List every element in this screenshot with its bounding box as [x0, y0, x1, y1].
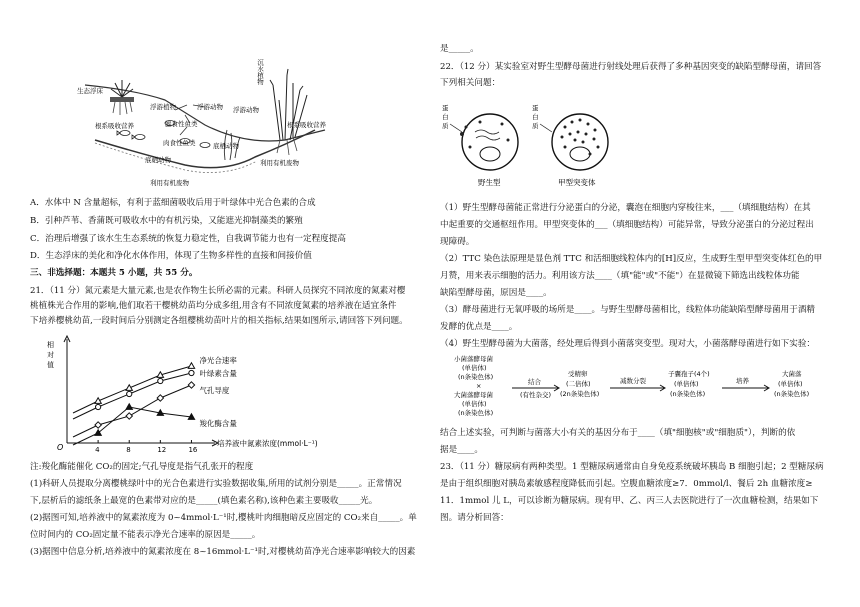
q22-body-8: 发酵的优点是____。 [440, 322, 518, 332]
label-floating-bed: 生态浮床 [77, 87, 103, 95]
q23-line-1: 23．（11 分）糖尿病有两种类型。1 型糖尿病通常由自身免疫系统破坏胰岛 B 细胞引起；2 型糖尿病 [440, 462, 824, 472]
x-tick-label-16: 16 [188, 446, 198, 453]
protein-label-right: 蛋 [532, 104, 539, 112]
point-1-3 [189, 370, 194, 375]
section-heading: 三、非选择题：本题共 5 小题，共 55 分。 [30, 268, 198, 278]
wild-type-cell [442, 103, 518, 170]
x-tick-label-12: 12 [157, 446, 167, 453]
flow-2n: (2n条染色体) [560, 390, 600, 398]
series-line-3 [73, 407, 191, 445]
q20-option-a: A．水体中 N 含量超标，有利于蓝细菌吸收后用于叶绿体中光合色素的合成 [30, 198, 316, 208]
flow-big-haploid: (单倍体) [462, 400, 487, 408]
q22-body-5: 月赞，用来表示细胞的活力。利用该方法____（填"能"或"不能"）在显微镜下筛选出线粒体功能 [440, 271, 800, 281]
q21-q2-line2: 位时间内的 CO₂固定量不能表示净光合速率的原因是_____。 [30, 530, 261, 540]
flow-zygote: 受精卵 [568, 370, 588, 378]
label-benthic-2: 底栖动物 [145, 156, 171, 164]
x-tick-label-4: 4 [95, 446, 100, 453]
q21-intro-3: 下培养樱桃幼苗,一段时间后分别测定各组樱桃幼苗叶片的相关指标,结果如图所示,请回答下列问题。 [30, 316, 408, 326]
label-use-organic-1: 利用有机废物 [260, 159, 299, 167]
chart-ylabel-2: 对 [47, 351, 54, 359]
chart-xlabel: 培养液中氮素浓度(mmol·L⁻¹) [217, 439, 318, 448]
flow-small-haploid: (单倍体) [462, 364, 487, 372]
q23-line-2: 是由于组织细胞对胰岛素敏感程度降低而引起。空腹血糖浓度≥7．0mmol/l、餐后 2h 血糖浓度≥ [440, 479, 813, 489]
q22-body-7: （3）酵母菌进行无氧呼吸的场所是____。与野生型酵母菌相比，线粒体功能缺陷型酵母菌用于酒精 [440, 305, 816, 315]
label-filter-fish: 滤食性鱼类 [165, 120, 198, 128]
series-label-0: 净光合速率 [199, 356, 237, 365]
point-2-0 [95, 422, 101, 428]
chart-ylabel-1: 相 [47, 341, 54, 349]
flow-culture: 培养 [736, 377, 749, 385]
floating-bed-icon [110, 80, 134, 115]
q22-body-6: 缺陷型酵母菌，原因是____。 [440, 288, 552, 298]
protein-label-right-2: 白 [532, 113, 539, 121]
flow-diagram [440, 352, 840, 424]
point-0-3 [188, 363, 194, 369]
protein-label-right-3: 质 [532, 122, 539, 130]
x-tick-label-8: 8 [126, 446, 131, 453]
flow-cross: × [476, 382, 482, 390]
q22-body-1: （1）野生型酵母菌能正常进行分泌蛋白的分泌，囊泡在细胞内穿梭往来，___（填细胞结构）在其 [440, 203, 811, 213]
q22-body-4: （2）TTC 染色法原理是显色剂 TTC 和活细胞线粒体内的[H]反应，生成野生型甲型突变体红色的甲 [440, 254, 823, 264]
q21-q3-line1: (3)据图中信息分析,培养液中的氮素浓度在 8~16mmol·L⁻¹时,对樱桃幼苗净光合速率影响较大的因素 [30, 547, 416, 557]
label-benthic-1: 底栖动物 [213, 142, 239, 150]
q22-tail-1: 结合上述实验，可判断与菌落大小有关的基因分布于____（填"细胞核"或"细胞质"），判断的依 [440, 428, 796, 438]
flow-sexual: (有性杂交) [520, 391, 552, 399]
series-label-2: 气孔导度 [199, 386, 230, 395]
ecosystem-diagram [75, 45, 335, 190]
mutant-label: 甲型突变体 [558, 178, 596, 187]
label-use-organic-2: 利用有机废物 [150, 179, 189, 187]
flow-big-strain: 大菌落酵母菌 [454, 391, 493, 399]
label-root-absorb-right: 根系吸收营养 [287, 121, 326, 129]
chart-origin: O [57, 443, 64, 452]
flow-colony-n: (n条染色体) [774, 390, 810, 398]
point-2-2 [157, 395, 163, 401]
q22-body-3: 现障碍。 [440, 237, 475, 247]
cell-diagram [440, 92, 640, 192]
flow-combine: 结合 [528, 378, 541, 386]
point-1-0 [96, 404, 101, 409]
flow-spores-haploid: (单倍体) [674, 380, 699, 388]
wild-type-label: 野生型 [478, 178, 501, 187]
chart-ylabel-3: 值 [47, 361, 54, 369]
series-label-3: 羧化酶含量 [199, 419, 237, 428]
q21-q1-line1: (1)科研人员提取分离樱桃绿叶中的光合色素进行实验数据收集,所用的试剂分别是_____。正常情况 [30, 479, 402, 489]
q22-tail-2: 据是____。 [440, 445, 483, 455]
point-2-1 [126, 413, 132, 419]
flow-small-n: (n条染色体) [458, 373, 494, 381]
series-label-1: 叶绿素含量 [199, 369, 237, 378]
flow-big-n: (n条染色体) [458, 409, 494, 417]
q20-option-d: D．生态浮床的美化和净化水体作用，体现了生物多样性的直接和间接价值 [30, 251, 312, 261]
q22-intro-2: 下列相关问题： [440, 78, 501, 88]
label-carn-fish: 肉食性鱼类 [163, 139, 196, 147]
mutant-cell [532, 103, 608, 170]
point-1-2 [158, 378, 163, 383]
carry-over-line: 是_____。 [440, 44, 479, 54]
label-plankton-animal-2: 浮游动物 [233, 106, 259, 114]
line-chart [45, 333, 345, 453]
q23-line-3: 11．1mmol 儿 L，可以诊断为糖尿病。现有甲、乙、丙三人去医院进行了一次血糖检测，结果如下 [440, 496, 819, 506]
point-3-1 [126, 404, 132, 410]
q22-body-2: 中起重要的交通枢纽作用。甲型突变体的___（填细胞结构）可能异常，导致分泌蛋白的分泌过程出 [440, 220, 814, 230]
flow-big-colony: 大菌落 [782, 370, 802, 378]
q21-q2-line1: (2)据图可知,培养液中的氮素浓度为 0~4mmol·L⁻¹时,樱桃叶肉细胞暗反应固定的 CO₂来自_____。单 [30, 513, 417, 523]
q20-option-b: B．引种芦苇、香蒲既可吸收水中的有机污染，又能遮光抑制藻类的繁殖 [30, 216, 303, 226]
q22-intro-1: 22．（12 分）某实验室对野生型酵母菌进行射线处理后获得了多种基因突变的缺陷型酵母菌，请回答 [440, 62, 822, 72]
protein-label-left-2: 白 [442, 113, 449, 121]
q21-q1-line2: 下,层析后的滤纸条上最宽的色素带对应的是_____(填色素名称),该种色素主要吸收_____光。 [30, 496, 378, 506]
flow-spores: 子囊孢子(4个) [668, 370, 710, 378]
q21-intro-2: 桃植株光合作用的影响,他们取若干樱桃幼苗均分成多组,用含有不同浓度氮素的培养液在适宜条件 [30, 301, 397, 311]
flow-spores-n: (n条染色体) [670, 390, 706, 398]
series-line-1 [73, 373, 191, 419]
point-2-3 [188, 382, 194, 388]
label-plankton-plant: 浮游植物 [150, 103, 176, 111]
q20-option-c: C．治理后增强了该水生生态系统的恢复力稳定性，自我调节能力也有一定程度提高 [30, 234, 346, 244]
label-root-absorb-left: 根系吸收营养 [95, 122, 134, 130]
flow-colony-haploid: (单倍体) [778, 380, 803, 388]
protein-label-left-3: 质 [442, 122, 449, 130]
flow-meiosis: 减数分裂 [620, 377, 646, 385]
q21-intro-1: 21．（11 分）氮元素是大量元素,也是农作物生长所必需的元素。科研人员探究不同浓度的氮素对樱 [30, 286, 406, 296]
label-submerged-plant: 沉水植物 [256, 59, 264, 85]
q23-line-4: 图。请分析回答： [440, 513, 509, 523]
chart-note: 注:羧化酶能催化 CO₂的固定;气孔导度是指气孔张开的程度 [30, 462, 254, 472]
protein-label-left: 蛋 [442, 104, 449, 112]
q22-body-9: （4）野生型酵母菌为大菌落，经处理后得到小菌落突变型。现对大，小菌落酵母菌进行如下实验： [440, 339, 816, 349]
point-1-1 [127, 391, 132, 396]
flow-small-strain: 小菌落酵母菌 [454, 355, 493, 363]
label-plankton-animal-1: 浮游动物 [197, 103, 223, 111]
flow-diploid: (二倍体) [566, 380, 591, 388]
